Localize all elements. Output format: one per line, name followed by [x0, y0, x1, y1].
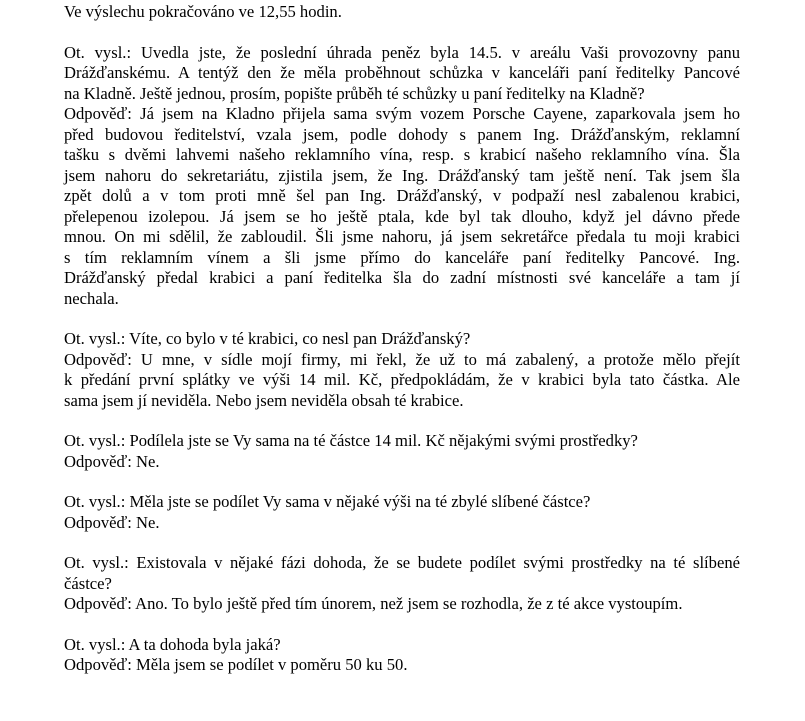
- paragraph-gap: [64, 615, 740, 635]
- text-line: jsem nahoru do sekretariátu, zjistila jsem, že Ing. Drážďanský tam ještě není. Tak jsem šla: [64, 165, 740, 185]
- text-line: Ot. vysl.: Existovala v nějaké fázi dohoda, že se budete podílet svými prostředky na té slíbené: [64, 553, 740, 572]
- text-line: Ot. vysl.: Měla jste se podílet Vy sama v nějaké výši na té zbylé slíbené částce?: [64, 492, 591, 511]
- opening-line: [64, 2, 740, 23]
- text-line: tašku s dvěmi lahvemi našeho reklamního vína, resp. s krabicí našeho reklamního vína. Šla: [64, 145, 740, 164]
- paragraph-gap: [64, 23, 740, 43]
- text-line: Ot. vysl.: Víte, co bylo v té krabici, co nesl pan Drážďanský?: [64, 329, 471, 348]
- text-line: přelepenou izolepou. Já jsem se ho ještě ptala, kde byl tak dlouho, když jel dávno přede: [64, 206, 740, 226]
- text-line: Ot. vysl.: Podílela jste se Vy sama na té částce 14 mil. Kč nějakými svými prostředky?: [64, 431, 638, 450]
- paragraph-gap: [64, 472, 740, 492]
- text-line: Drážďanský předal krabici a paní ředitelka šla do zadní místnosti své kanceláře a tam jí: [64, 268, 740, 287]
- question-answer-block-3: [64, 431, 740, 472]
- text-line: mnou. On mi sdělil, že zabloudil. Šli jsme nahoru, já jsem sekretářce předala tu moji krabici: [64, 227, 740, 246]
- text-line: Odpověď: Ne.: [64, 451, 160, 471]
- text-line: Odpověď: Ne.: [64, 512, 160, 532]
- text-line: před budovou ředitelství, vzala jsem, podle dohody s panem Ing. Drážďanským, reklamní: [64, 124, 740, 144]
- text-line: sama jsem jí neviděla. Nebo jsem neviděla obsah té krabice.: [64, 390, 464, 410]
- text-line: s tím reklamním vínem a šli jsme přímo do kanceláře paní ředitelky Pancové. Ing.: [64, 247, 740, 267]
- text-line: k předání první splátky ve výši 14 mil. Kč, předpokládám, že v krabici byla tato částka. Ale: [64, 370, 740, 389]
- text-line: Drážďanskému. A tentýž den že měla proběhnout schůzka v kanceláři paní ředitelky Pancové: [64, 63, 740, 82]
- question-answer-block-4: [64, 492, 740, 533]
- paragraph-gap: [64, 309, 740, 329]
- text-line: nechala.: [64, 288, 119, 308]
- paragraph-gap: [64, 411, 740, 431]
- text-line: Odpověď: Měla jsem se podílet v poměru 50 ku 50.: [64, 655, 408, 674]
- text-line: Odpověď: U mne, v sídle mojí firmy, mi řekl, že už to má zabalený, a protože mělo přejít: [64, 349, 740, 369]
- text-line: na Kladně. Ještě jednou, prosím, popište průběh té schůzky u paní ředitelky na Kladně?: [64, 83, 645, 103]
- text-line: částce?: [64, 573, 112, 593]
- text-line: zpět dolů a v tom proti mně šel pan Ing. Drážďanský, v podpaží nesl zabalenou krabici,: [64, 186, 740, 205]
- text-line: Ot. vysl.: A ta dohoda byla jaká?: [64, 634, 281, 654]
- question-answer-block-1: [64, 43, 740, 310]
- paragraph-gap: [64, 533, 740, 553]
- question-answer-block-6: [64, 635, 740, 676]
- question-answer-block-5: [64, 553, 740, 615]
- text-line: Ot. vysl.: Uvedla jste, že poslední úhrada peněz byla 14.5. v areálu Vaši provozovny panu: [64, 42, 740, 62]
- question-answer-block-2: [64, 329, 740, 411]
- text-line: Odpověď: Ano. To bylo ještě před tím únorem, než jsem se rozhodla, že z té akce vystoupím.: [64, 594, 683, 613]
- text-line: Ve výslechu pokračováno ve 12,55 hodin.: [64, 2, 342, 21]
- text-line: Odpověď: Já jsem na Kladno přijela sama svým vozem Porsche Cayene, zaparkovala jsem ho: [64, 104, 740, 123]
- document-page: [64, 2, 740, 676]
